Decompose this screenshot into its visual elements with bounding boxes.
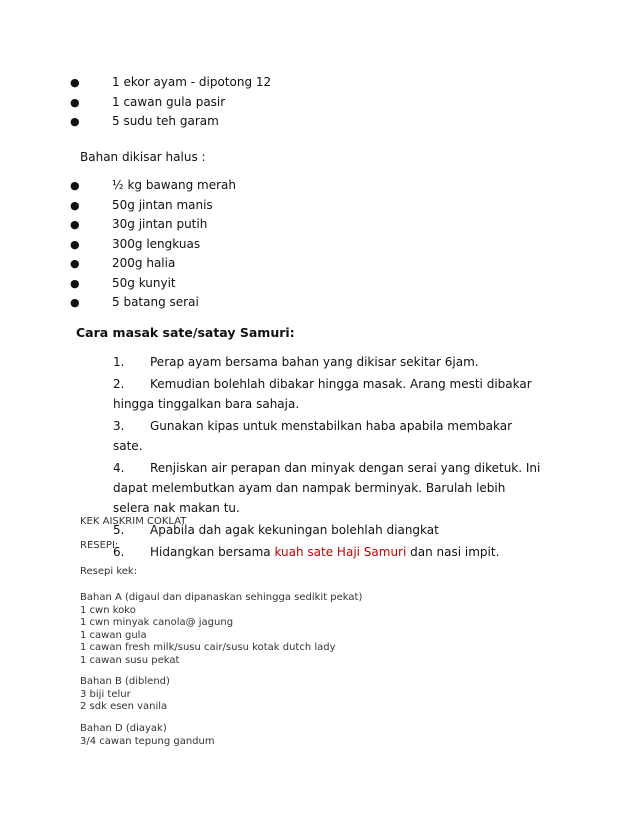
bullet-icon: ● xyxy=(70,276,80,290)
ground-ingredients-label: Bahan dikisar halus : xyxy=(80,150,206,164)
cake-recipe-label: Resepi kek: xyxy=(80,566,138,577)
bullet-icon: ● xyxy=(70,179,80,192)
list-item: 2 sdk esen vanila xyxy=(80,701,168,712)
bullet-icon: ● xyxy=(70,296,80,309)
kuah-sate-link[interactable]: kuah sate Haji Samuri xyxy=(274,545,407,559)
bullet-icon: ● xyxy=(70,76,80,89)
recipe-label: RESEPI: xyxy=(80,540,119,551)
method-heading: Cara masak sate/satay Samuri: xyxy=(76,325,295,340)
list-item: 2. Kemudian bolehlah dibakar hingga masak. Arang mesti dibakar hingga tinggalkan bara sahaja. xyxy=(113,377,532,411)
list-item: 1 cwn minyak canola@ jagung xyxy=(80,617,234,628)
list-item: 3 biji telur xyxy=(80,688,131,700)
bullet-icon: ● xyxy=(70,257,80,270)
bahan-a-section xyxy=(80,592,362,667)
list-item: 1 cawan susu pekat xyxy=(80,654,180,666)
list-item: 4. Renjiskan air perapan dan minyak dengan serai yang diketuk. Ini dapat melembutkan ayam dan nampak berminyak. Barulah lebih selera nak makan tu. xyxy=(113,461,541,515)
list-item: 5. Apabila dah agak kekuningan bolehlah diangkat xyxy=(113,523,439,537)
bahan-a-title: Bahan A (digaul dan dipanaskan sehingga sedikit pekat) xyxy=(80,592,363,603)
bahan-d-section xyxy=(80,723,215,748)
bullet-icon: ● xyxy=(70,115,80,128)
list-item: 1 cawan fresh milk/susu cair/susu kotak dutch lady xyxy=(80,642,336,653)
bahan-b-title: Bahan B (diblend) xyxy=(80,676,170,687)
bullet-icon: ● xyxy=(70,95,80,109)
cake-title: KEK AISKRIM COKLAT xyxy=(80,516,187,527)
list-item: 3. Gunakan kipas untuk menstabilkan haba apabila membakar sate. xyxy=(113,419,513,453)
bahan-b-section xyxy=(80,676,170,714)
bullet-icon: ● xyxy=(70,198,80,212)
bullet-icon: ● xyxy=(70,237,80,251)
method-steps-list xyxy=(113,352,543,562)
document-page: ● 1 ekor ayam - dipotong 12 ● 1 cawan gula pasir ● 5 sudu teh garam Bahan dikisar halus : ● ½ kg bawang merah ● 50g jintan manis ● 30g jintan putih ● 300g lengkuas ● 200g halia ● 50g kunyit ● 5 batang serai Cara masak sate/satay Samuri: 1. Perap ayam bersama bahan yang dikisar sekitar 6jam. 2. Kemudian bolehlah dibakar hingga masak. Arang mesti dibakar hingga tinggalkan bara sahaja. 3. Gunakan kipas untuk menstabilkan haba apabila membakar sate. 4. Renjiskan air perapan dan minyak dengan serai yang diketuk. Ini dapat melembutkan ayam dan nampak berminyak. Barulah lebih selera nak makan tu. 5. Apabila dah agak kekuningan bolehlah diangkat 6. Hidangkan bersama kuah sate Haji Samuri dan nasi impit. KEK AISKRIM COKLAT RESEPI: Resepi kek: Bahan A (digaul dan dipanaskan sehingga sedikit pekat) 1 cwn koko 1 cwn minyak canola@ jagung 1 cawan gula 1 cawan fresh milk/susu cair/susu kotak dutch lady 1 cawan susu pekat Bahan B (diblend) 3 biji telur 2 sdk esen vanila Bahan D (diayak) 3/4 cawan tepung gandum xyxy=(0,0,638,826)
list-item: 1 cwn koko xyxy=(80,604,136,616)
list-item: 6. Hidangkan bersama kuah sate Haji Samuri dan nasi impit. xyxy=(113,545,500,559)
bahan-d-title: Bahan D (diayak) xyxy=(80,723,167,734)
list-item: 1. Perap ayam bersama bahan yang dikisar sekitar 6jam. xyxy=(113,355,479,369)
list-item: 3/4 cawan tepung gandum xyxy=(80,735,215,747)
list-item: 1 cawan gula xyxy=(80,629,147,641)
bullet-icon: ● xyxy=(70,218,80,231)
